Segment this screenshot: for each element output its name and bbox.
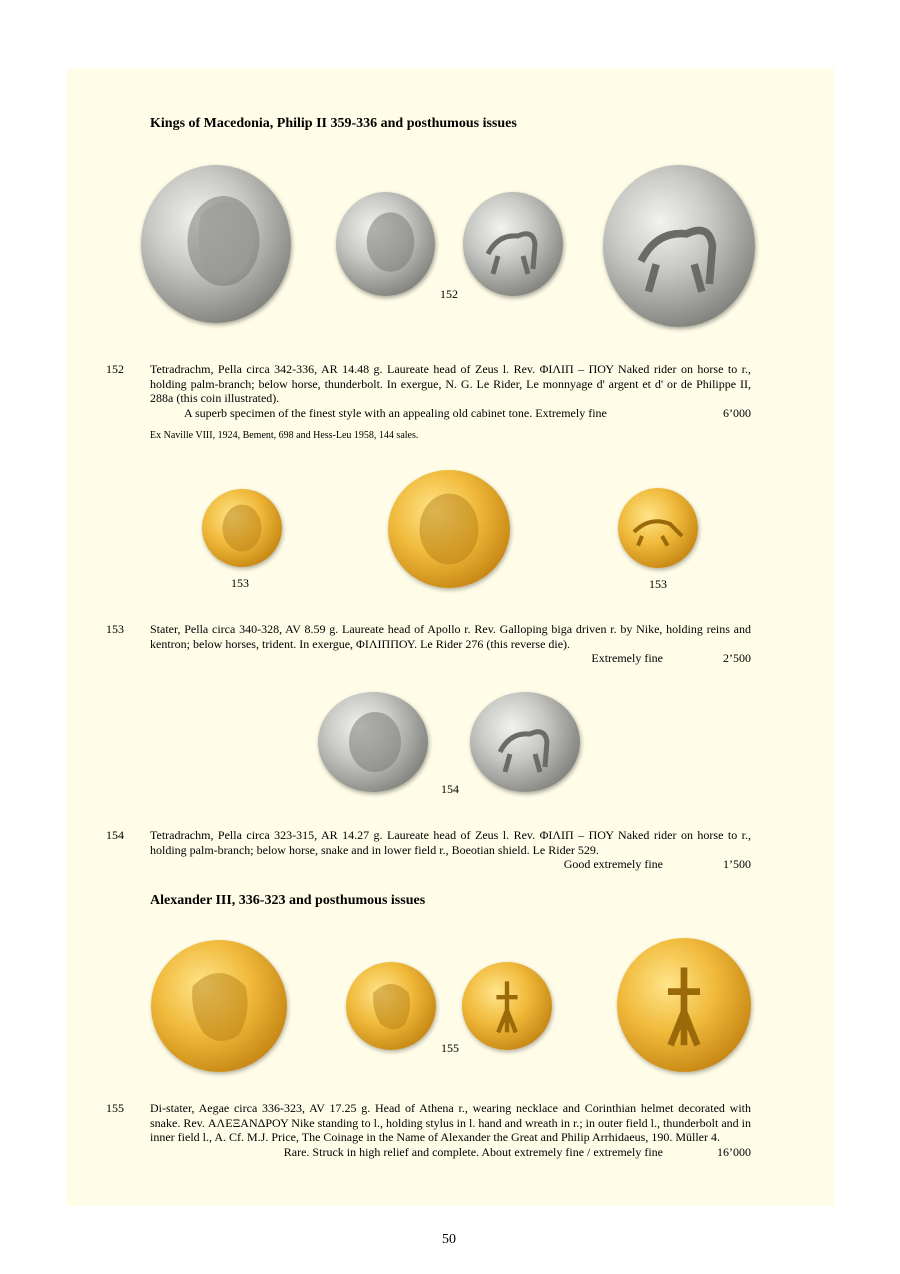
horse-rider-image: [603, 165, 755, 327]
coin-153-obverse: [202, 489, 282, 567]
lot-154-grade-line: [150, 857, 751, 872]
coin-155-reverse: [462, 962, 552, 1050]
athena-head-image: [346, 962, 436, 1050]
lot-154-price: 1’500: [723, 857, 751, 871]
caption-152: 152: [440, 287, 458, 301]
lot-number-153: 153: [106, 622, 124, 636]
lot-154-text: Tetradrachm, Pella circa 323-315, AR 14.27 g. Laureate head of Zeus l. Rev. ΦΙΛΙΠ – ΠΟΥ Naked rider on horse to r., holding palm-branch; below horse, snake and in lower field r., Boeotian shield. Le Rider 529.: [150, 828, 751, 857]
lot-153-grade: Extremely fine: [591, 651, 663, 665]
coin-155-obverse-enlarged: [151, 940, 287, 1072]
lot-155-grade-line: [150, 1145, 751, 1160]
caption-154: 154: [441, 782, 459, 796]
lot-153-grade-line: [150, 651, 751, 666]
caption-153-left: 153: [231, 576, 249, 590]
nike-standing-image: [462, 962, 552, 1050]
zeus-head-image: [318, 692, 428, 792]
lot-number-155: 155: [106, 1101, 124, 1115]
lot-152-grade: A superb specimen of the finest style with an appealing old cabinet tone. Extremely fine: [184, 405, 607, 420]
coin-153-obverse-enlarged: [388, 470, 510, 588]
lot-description-153: [150, 622, 751, 666]
zeus-head-image: [141, 165, 291, 323]
lot-description-155: [150, 1101, 751, 1159]
section-heading-alexander: Alexander III, 336-323 and posthumous issues: [150, 893, 426, 908]
lot-153-price: 2’500: [723, 651, 751, 665]
coin-155-obverse: [346, 962, 436, 1050]
coin-153-reverse: [618, 488, 698, 568]
lot-description-152: [150, 362, 751, 420]
lot-153-text: Stater, Pella circa 340-328, AV 8.59 g. Laureate head of Apollo r. Rev. Galloping biga driven r. by Nike, holding reins and kentron; below horses, trident. In exergue, ΦΙΛΙΠΠΟΥ. Le Rider 276 (this reverse die).: [150, 622, 751, 651]
lot-152-price: 6’000: [723, 405, 751, 420]
lot-155-price: 16’000: [717, 1144, 751, 1159]
lot-number-154: 154: [106, 828, 124, 842]
lot-152-provenance: Ex Naville VIII, 1924, Bement, 698 and Hess-Leu 1958, 144 sales.: [150, 430, 419, 441]
caption-155: 155: [441, 1041, 459, 1055]
lot-number-152: 152: [106, 362, 124, 376]
coin-152-obverse-enlarged: [141, 165, 291, 323]
lot-152-text: Tetradrachm, Pella circa 342-336, AR 14.48 g. Laureate head of Zeus l. Rev. ΦΙΛΙΠ – ΠΟΥ Naked rider on horse to r., holding palm-branch; below horse, thunderbolt. In exergue, N. G. Le Rider, Le monnyage d' argent et d' or de Philippe II, 288a (this coin illustrated).: [150, 362, 751, 405]
coin-152-reverse: [463, 192, 563, 296]
biga-image: [618, 488, 698, 568]
nike-standing-image: [617, 938, 751, 1072]
zeus-head-image: [336, 192, 435, 296]
horse-rider-image: [463, 192, 563, 296]
page-number: 50: [442, 1232, 456, 1247]
coin-154-obverse: [318, 692, 428, 792]
apollo-head-image: [388, 470, 510, 588]
horse-rider-image: [470, 692, 580, 792]
coin-155-reverse-enlarged: [617, 938, 751, 1072]
lot-description-154: [150, 828, 751, 872]
lot-155-grade: Rare. Struck in high relief and complete. About extremely fine / extremely fine: [283, 1144, 663, 1159]
apollo-head-image: [202, 489, 282, 567]
caption-153-right: 153: [649, 577, 667, 591]
lot-154-grade: Good extremely fine: [563, 857, 663, 871]
lot-155-text: Di-stater, Aegae circa 336-323, AV 17.25 g. Head of Athena r., wearing necklace and Corinthian helmet decorated with snake. Rev. ΑΛΕΞΑΝΔΡΟΥ Nike standing to l., holding stylus in l. hand and wreath in r.; in outer field l., thunderbolt and in inner field l., A. Cf. M.J. Price, The Coinage in the Name of Alexander the Great and Philip Arrhidaeus, 190. Müller 4.: [150, 1101, 751, 1144]
coin-154-reverse: [470, 692, 580, 792]
coin-152-obverse: [336, 192, 435, 296]
lot-152-grade-line: [150, 406, 751, 421]
section-heading-philip: Kings of Macedonia, Philip II 359-336 and posthumous issues: [150, 116, 517, 131]
coin-152-reverse-enlarged: [603, 165, 755, 327]
athena-head-image: [151, 940, 287, 1072]
